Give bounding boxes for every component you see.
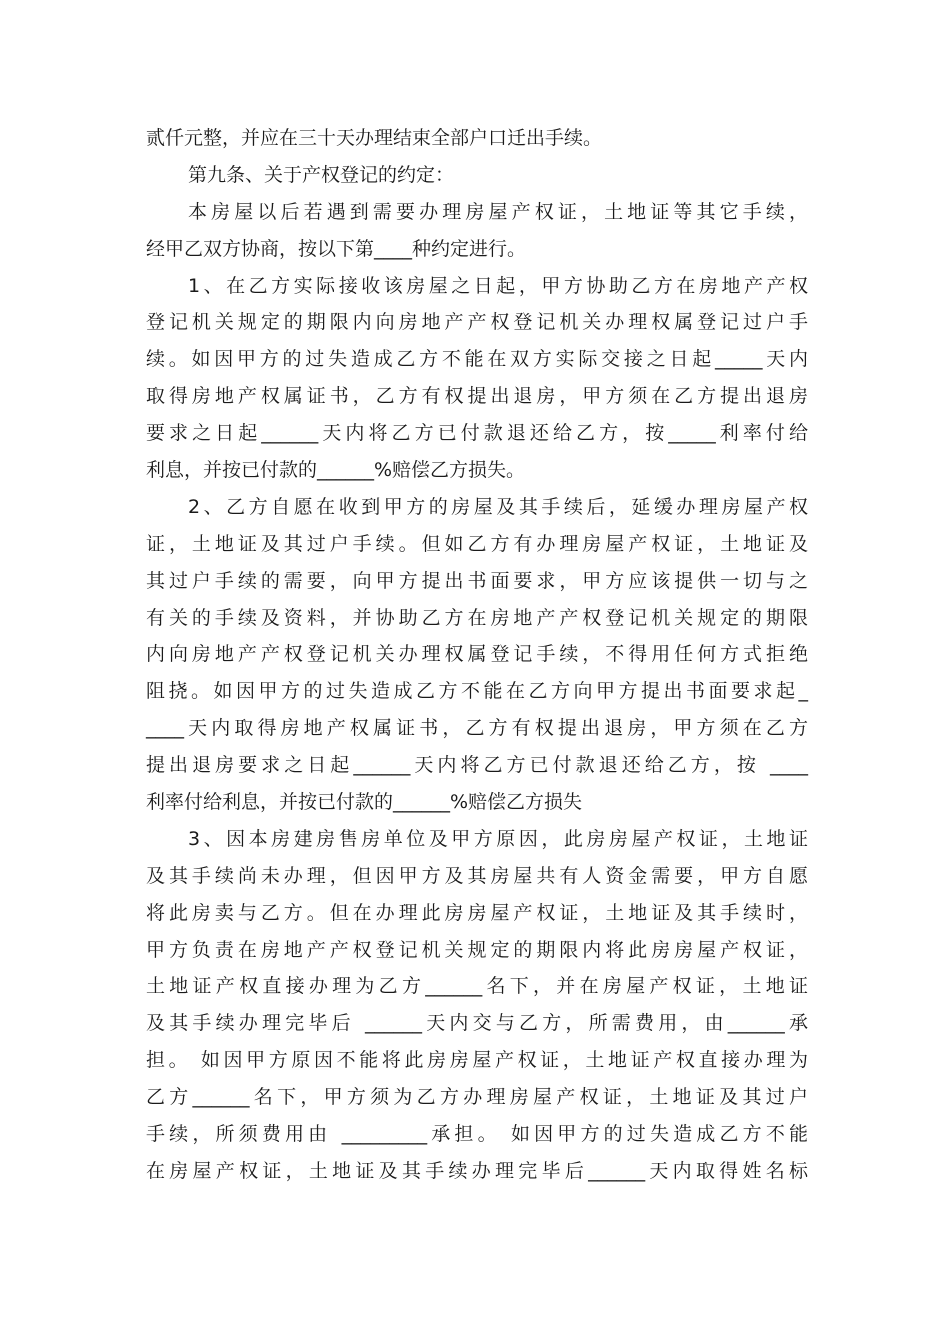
- text-line: 手续，所须费用由 _________承担。 如因甲方的过失造成乙方不能: [146, 1123, 808, 1146]
- text-line: 贰仟元整，并应在三十天办理结束全部户口迁出手续。: [146, 127, 603, 149]
- text-line: 利息，并按已付款的______%赔偿乙方损失。: [146, 459, 526, 482]
- text-line: 有关的手续及资料，并协助乙方在房地产产权登记机关规定的期限: [146, 606, 808, 629]
- text-line: 其过户手续的需要，向甲方提出书面要求，甲方应该提供一切与之: [146, 569, 808, 592]
- text-line: 将此房卖与乙方。但在办理此房房屋产权证，土地证及其手续时，: [146, 901, 808, 924]
- text-line: 证，土地证及其过户手续。但如乙方有办理房屋产权证，土地证及: [146, 532, 808, 555]
- section-heading: 第九条、关于产权登记的约定：: [188, 163, 455, 186]
- text-line: 要求之日起______天内将乙方已付款退还给乙方，按_____利率付给: [146, 422, 808, 445]
- text-line: 在房屋产权证，土地证及其手续办理完毕后______天内取得姓名标: [146, 1159, 808, 1182]
- text-line: ____天内取得房地产权属证书，乙方有权提出退房，甲方须在乙方: [146, 717, 808, 740]
- text-line: 内向房地产产权登记机关办理权属登记手续，不得用任何方式拒绝: [146, 643, 808, 666]
- text-line: 提出退房要求之日起______天内将乙方已付款退还给乙方，按 ____: [146, 754, 808, 777]
- contract-body-text: [146, 120, 808, 1190]
- text-line: 2、乙方自愿在收到甲方的房屋及其手续后，延缓办理房屋产权: [188, 495, 808, 518]
- text-line: 及其手续办理完毕后 ______天内交与乙方，所需费用，由______承: [146, 1012, 808, 1035]
- text-line: 利率付给利息，并按已付款的______%赔偿乙方损失: [146, 791, 583, 814]
- text-line: 担。 如因甲方原因不能将此房房屋产权证，土地证产权直接办理为: [146, 1049, 808, 1072]
- text-line: 及其手续尚未办理，但因甲方及其房屋共有人资金需要，甲方自愿: [146, 864, 808, 887]
- text-line: 甲方负责在房地产产权登记机关规定的期限内将此房房屋产权证，: [146, 938, 808, 961]
- text-line: 阻挠。如因甲方的过失造成乙方不能在乙方向甲方提出书面要求起_: [146, 680, 808, 703]
- text-line: 登记机关规定的期限内向房地产产权登记机关办理权属登记过户手: [146, 311, 808, 334]
- text-line: 乙方______名下，甲方须为乙方办理房屋产权证，土地证及其过户: [146, 1086, 808, 1109]
- text-line: 本房屋以后若遇到需要办理房屋产权证，土地证等其它手续，: [188, 200, 808, 223]
- text-line: 取得房地产权属证书，乙方有权提出退房，甲方须在乙方提出退房: [146, 385, 808, 408]
- text-line: 土地证产权直接办理为乙方______名下，并在房屋产权证，土地证: [146, 975, 808, 998]
- text-line: 经甲乙双方协商，按以下第____种约定进行。: [146, 237, 527, 260]
- text-line: 1、在乙方实际接收该房屋之日起，甲方协助乙方在房地产产权: [188, 274, 808, 297]
- text-line: 续。如因甲方的过失造成乙方不能在双方实际交接之日起_____天内: [146, 348, 808, 371]
- text-line: 3、因本房建房售房单位及甲方原因，此房房屋产权证，土地证: [188, 827, 808, 850]
